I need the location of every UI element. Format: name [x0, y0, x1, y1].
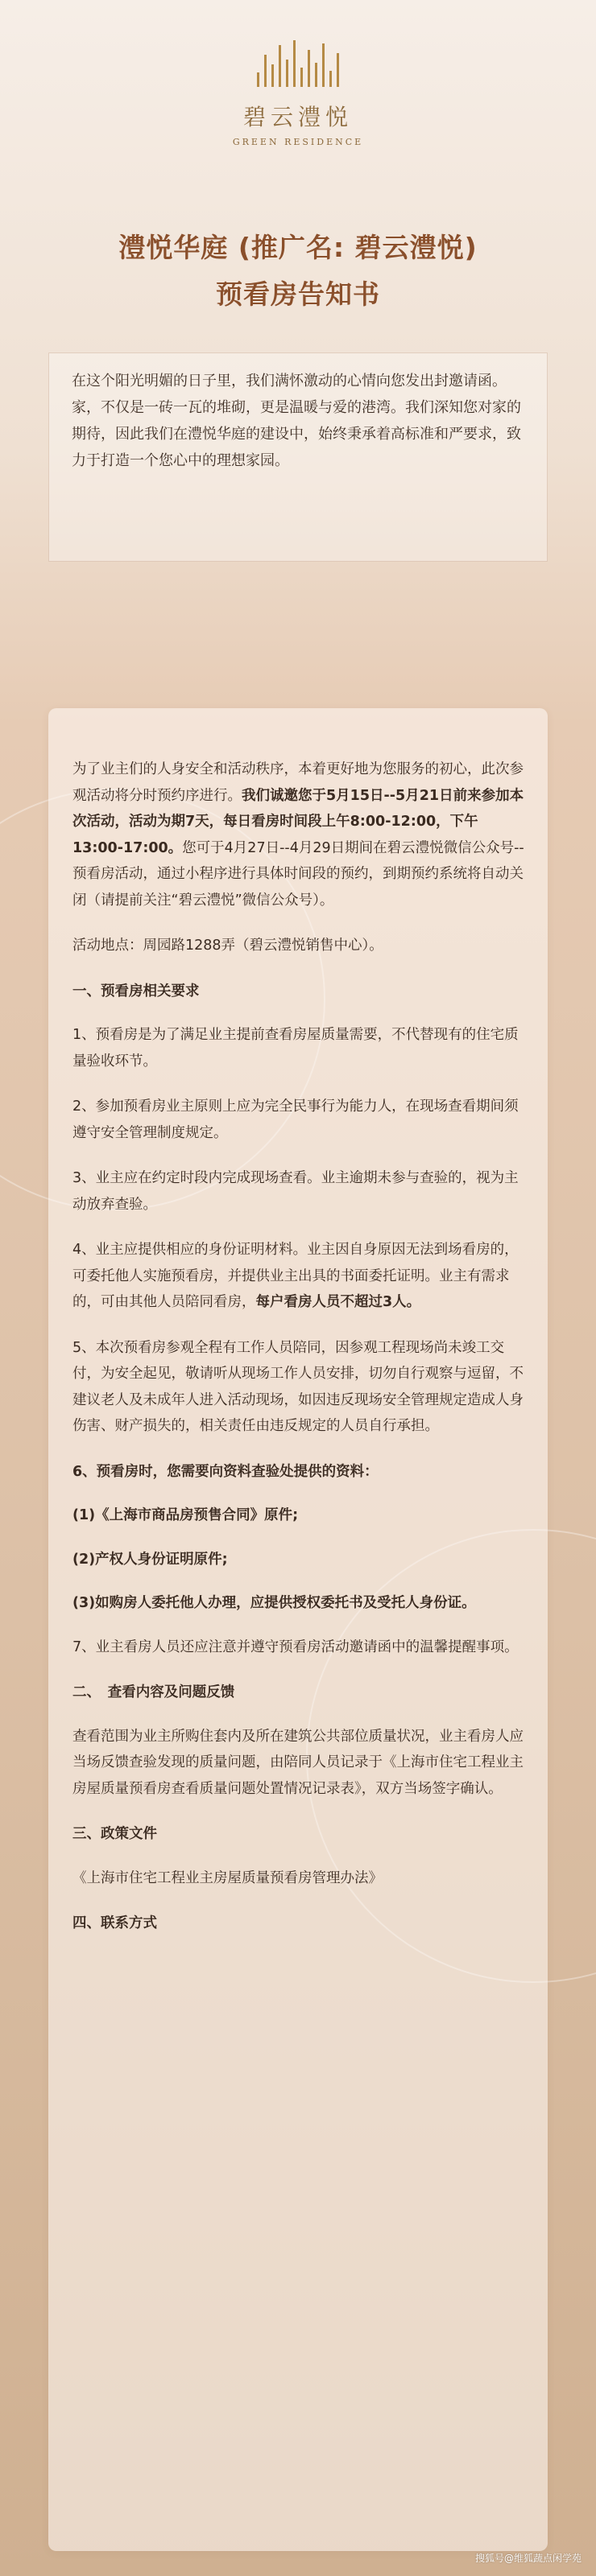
rule-4: 4、业主应提供相应的身份证明材料。业主因自身原因无法到场看房的，可委托他人实施预看房，并提供业主出具的书面委托证明。业主有需求的，可由其他人员陪同看房，每户看房人员不超过3人。 — [72, 1242, 519, 1310]
page-title: 澧悦华庭 (推广名: 碧云澧悦) — [118, 232, 478, 263]
section-heading-4: 四、联系方式 — [72, 1915, 157, 1931]
page-subtitle: 预看房告知书 — [216, 278, 380, 310]
rule-6-item-3: (3)如购房人委托他人办理，应提供授权委托书及受托人身份证。 — [72, 1595, 476, 1611]
paragraph-inspection: 查看范围为业主所购住套内及所在建筑公共部位质量状况，业主看房人应当场反馈查验发现的质量问题，由陪同人员记录于《上海市住宅工程业主房屋质量预看房查看质量问题处置情况记录表》，双方当场签字确认。 — [72, 1728, 524, 1797]
paragraph-location: 活动地点：周园路1288弄（碧云澧悦销售中心）。 — [72, 938, 383, 954]
paragraph-schedule: 为了业主们的人身安全和活动秩序，本着更好地为您服务的初心，此次参观活动将分时预约序进行。我们诚邀您于5月15日--5月21日前来参加本次活动，活动为期7天，每日看房时间段上午8:00-12:00，下午13:00-17:00。您可于4月27日--4月29日期间在碧云澧悦微信公众号--预看房活动，通过小程序进行具体时间段的预约，到期预约系统将自动关闭（请提前关注“碧云澧悦”微信公众号）。 — [72, 761, 524, 909]
rule-6-item-2: (2)产权人身份证明原件; — [72, 1551, 228, 1568]
policy-document: 《上海市住宅工程业主房屋质量预看房管理办法》 — [72, 1869, 383, 1886]
brand-name: 碧云澧悦 — [242, 104, 353, 130]
watermark: 搜狐号@维狐蔬点闲学苑 — [474, 2553, 582, 2564]
logo-bars-icon — [0, 40, 596, 87]
rule-1: 1、预看房是为了满足业主提前查看房屋质量需要，不代替现有的住宅质量验收环节。 — [72, 1027, 519, 1070]
notice-body — [72, 756, 528, 1955]
rule-6: 6、预看房时，您需要向资料查验处提供的资料： — [72, 1463, 379, 1480]
schedule-highlight: 我们诚邀您于5月15日--5月21日前来参加本次活动，活动为期7天，每日看房时间段上午8:00-12:00，下午13:00-17:00。 — [72, 787, 524, 856]
section-heading-1: 一、预看房相关要求 — [72, 983, 200, 999]
rule-5: 5、本次预看房参观全程有工作人员陪同，因参观工程现场尚未竣工交付，为安全起见，敬请听从现场工作人员安排，切勿自行观察与逗留，不建议老人及未成年人进入活动现场，如因违反现场安全管理规定造成人身伤害、财产损失的，相关责任由违反规定的人员自行承担。 — [72, 1339, 524, 1434]
rule-6-item-1: (1)《上海市商品房预售合同》原件; — [72, 1507, 299, 1523]
rule-7: 7、业主看房人员还应注意并遵守预看房活动邀请函中的温馨提醒事项。 — [72, 1638, 519, 1655]
section-heading-2: 二、 查看内容及问题反馈 — [72, 1684, 235, 1700]
rule-2: 2、参加预看房业主原则上应为完全民事行为能力人，在现场查看期间须遵守安全管理制度规定。 — [72, 1098, 519, 1141]
section-heading-3: 三、政策文件 — [72, 1826, 157, 1842]
rule-3: 3、业主应在约定时段内完成现场查看。业主逾期未参与查验的，视为主动放弃查验。 — [72, 1170, 519, 1213]
brand-logo — [0, 40, 596, 147]
intro-box: 在这个阳光明媚的日子里，我们满怀激动的心情向您发出封邀请函。家，不仅是一砖一瓦的堆砌，更是温暖与爱的港湾。我们深知您对家的期待，因此我们在澧悦华庭的建设中，始终秉承着高标准和严要求，致力于打造一个您心中的理想家园。 — [48, 352, 548, 562]
brand-english: GREEN RESIDENCE — [232, 137, 364, 147]
